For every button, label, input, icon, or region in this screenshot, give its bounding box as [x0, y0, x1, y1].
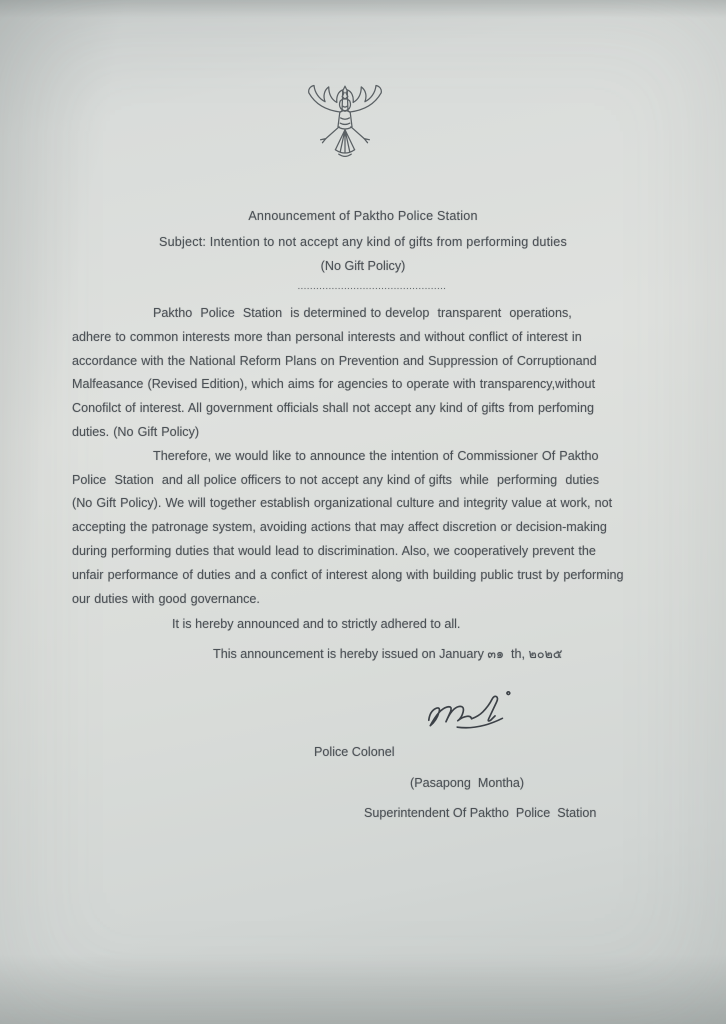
paragraph-1 — [72, 302, 660, 445]
paragraph-line: during performing duties that would lead to discrimination. Also, we cooperatively prevent the — [72, 543, 596, 558]
issue-date-line: This announcement is hereby issued on January ๓๑ th, ๒๐๒๕ — [213, 647, 563, 662]
signer-position: Superintendent Of Paktho Police Station — [364, 805, 597, 820]
signer-rank: Police Colonel — [314, 744, 395, 759]
handwritten-signature — [420, 681, 522, 735]
closing-statement: It is hereby announced and to strictly adhered to all. — [172, 617, 461, 632]
divider-dots: ................................................ — [297, 281, 447, 291]
paragraph-2 — [72, 445, 660, 612]
document-subtitle: (No Gift Policy) — [320, 259, 406, 273]
paragraph-line: Conofilct of interest. All government officials shall not accept any kind of gifts from perfoming — [72, 401, 594, 416]
paragraph-line: Police Station and all police officers to not accept any kind of gifts while performing duties — [72, 472, 599, 487]
paragraph-line: accepting the patronage system, avoiding actions that may affect discretion or decision-making — [72, 520, 607, 535]
paragraph-line: duties. (No Gift Policy) — [72, 424, 200, 439]
paragraph-line: adhere to common interests more than personal interests and without conflict of interest in — [72, 329, 582, 344]
garuda-emblem-drawing — [293, 84, 397, 180]
paragraph-line: accordance with the National Reform Plans on Prevention and Suppression of Corruptionand — [72, 353, 597, 368]
paragraph-line: Malfeasance (Revised Edition), which aims for agencies to operate with transparency,without — [72, 377, 596, 392]
paragraph-line: Paktho Police Station is determined to develop transparent operations, — [153, 306, 572, 320]
document-body — [72, 302, 660, 611]
paragraph-line: (No Gift Policy). We will together establish organizational culture and integrity value at work, not — [72, 496, 613, 511]
paragraph-line: unfair performance of duties and a confict of interest along with building public trust by performing — [72, 567, 624, 582]
paragraph-line: our duties with good governance. — [72, 591, 260, 606]
document-subject: Subject: Intention to not accept any kind of gifts from performing duties — [158, 235, 568, 249]
signature-block — [0, 675, 726, 835]
garuda-emblem — [293, 84, 397, 180]
paragraph-line: Therefore, we would like to announce the intention of Commissioner Of Paktho — [153, 448, 599, 463]
signer-name: (Pasapong Montha) — [410, 775, 525, 790]
document-title: Announcement of Paktho Police Station — [248, 209, 478, 223]
